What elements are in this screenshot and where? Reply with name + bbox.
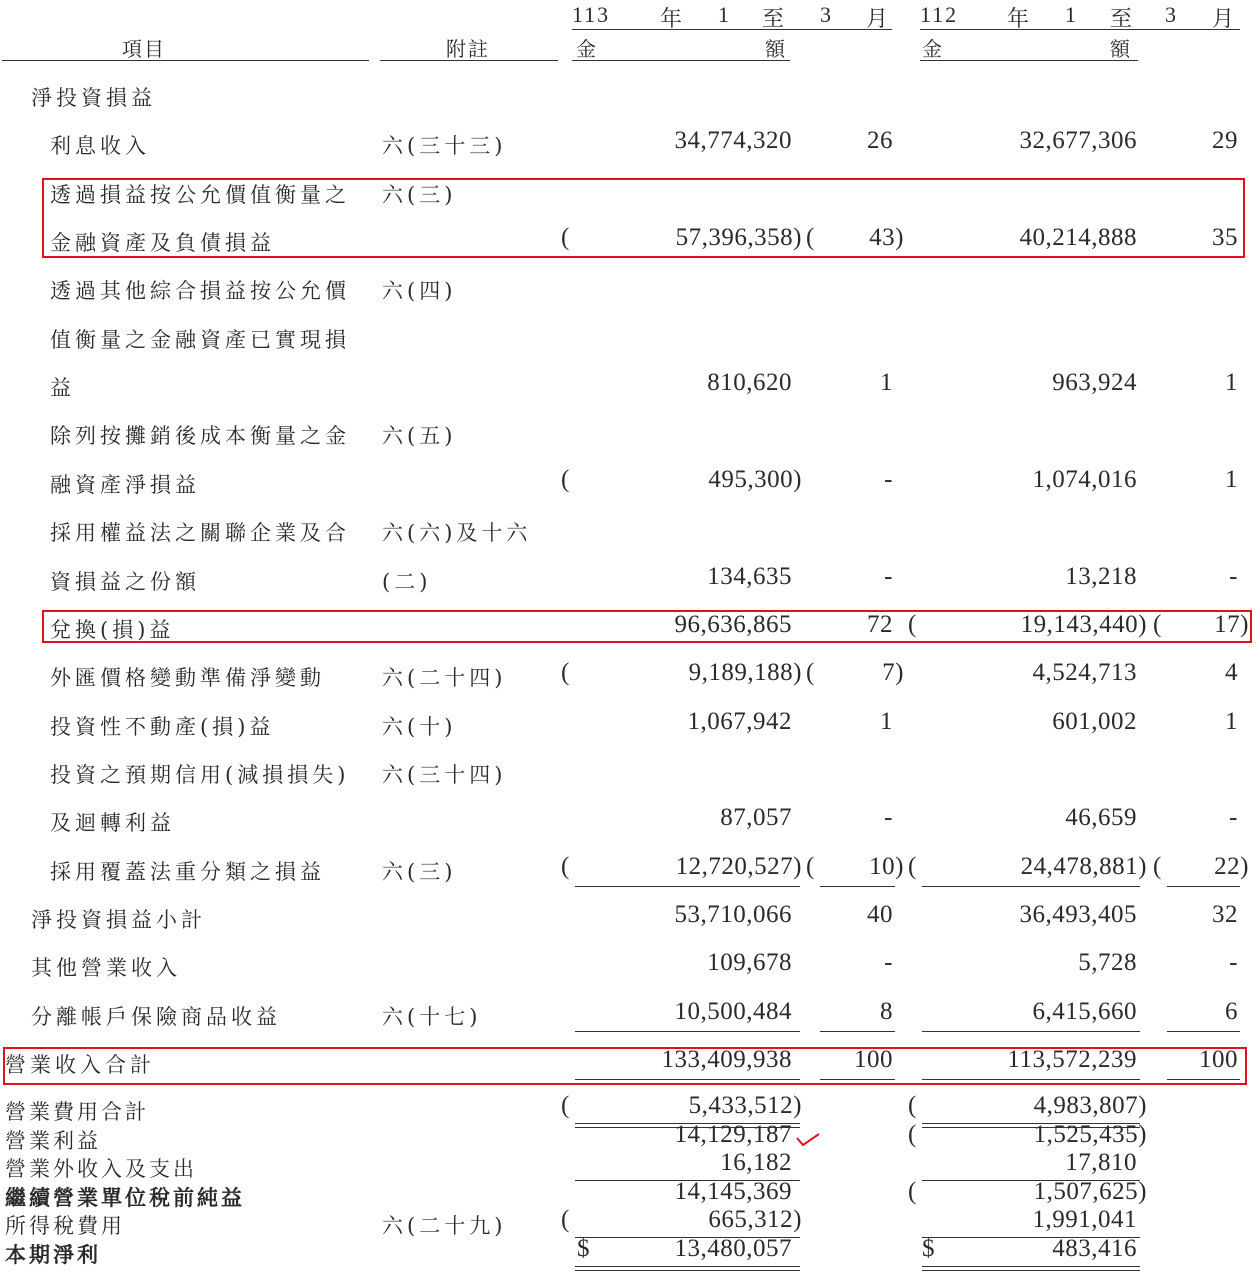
amount-113: 12,720,527) (675, 852, 802, 880)
header-period-part: 1 (1065, 2, 1078, 27)
header-rule (572, 29, 892, 30)
amount-112: 46,659 (1065, 804, 1137, 832)
amount-112: 1,074,016 (1032, 465, 1137, 493)
amount-112: 5,728 (1078, 949, 1137, 977)
header-period-part: 月 (1212, 6, 1237, 31)
percent-113: 1 (880, 707, 893, 735)
header-period-part: 112 (920, 2, 959, 27)
amount-113: 109,678 (707, 949, 792, 977)
row-note: 六(十) (382, 714, 457, 739)
paren-open: ( (1153, 852, 1162, 880)
header-amount-1a: 金 (576, 37, 598, 61)
paren-open: ( (908, 610, 917, 638)
paren-open: ( (908, 852, 917, 880)
summary-label: 營業費用合計 (5, 1100, 149, 1124)
double-underline (575, 1266, 800, 1271)
paren-open: ( (561, 224, 570, 252)
percent-112: 100 (1199, 1046, 1238, 1073)
summary-note: 六(二十九) (382, 1214, 507, 1239)
amount-113: 10,500,484 (674, 997, 792, 1025)
header-period-part: 3 (1165, 2, 1178, 27)
amount-113: 57,396,358) (675, 224, 802, 252)
amount-112: 4,524,713 (1032, 659, 1137, 687)
header-period-part: 3 (820, 2, 833, 27)
percent-112: - (1229, 949, 1238, 977)
amount-113: 495,300) (708, 465, 802, 493)
row-label: 益 (50, 376, 75, 401)
percent-113: 100 (854, 1046, 893, 1073)
header-period-part: 月 (866, 6, 891, 31)
single-underline (1167, 886, 1240, 887)
percent-112: 1 (1225, 465, 1238, 493)
row-label: 融資產淨損益 (50, 472, 200, 497)
percent-113: - (884, 949, 893, 977)
row-label: 透過損益按公允價值衡量之 (50, 182, 350, 207)
percent-113: - (884, 465, 893, 493)
percent-113: 26 (867, 127, 893, 155)
header-period-part: 至 (1110, 6, 1135, 31)
row-label: 淨投資損益小計 (31, 907, 206, 932)
highlight-box-revenue-total (3, 1047, 1247, 1085)
summary-label: 所得稅費用 (5, 1214, 125, 1239)
row-label: 外匯價格變動準備淨變動 (50, 666, 325, 691)
row-note: 六(三) (382, 182, 457, 207)
percent-113: - (884, 562, 893, 590)
amount-113: 14,129,187 (674, 1120, 792, 1148)
percent-112: - (1229, 804, 1238, 832)
row-label: 分離帳戶保險商品收益 (31, 1004, 281, 1029)
row-note: (二) (382, 569, 432, 594)
currency-symbol: $ (922, 1235, 935, 1262)
amount-113: 134,635 (707, 562, 792, 590)
paren-open: ( (806, 852, 815, 880)
row-label: 營業收入合計 (5, 1053, 155, 1077)
header-period-part: 年 (1007, 6, 1032, 31)
highlight-box-fx (42, 610, 1252, 643)
highlight-box-fvtpl (42, 178, 1245, 258)
percent-113: 8 (880, 997, 893, 1025)
header-period-part: 1 (718, 2, 731, 27)
percent-113: 40 (867, 900, 893, 928)
amount-112: 24,478,881) (1020, 852, 1147, 880)
percent-112: 1 (1225, 369, 1238, 397)
row-note: 六(三) (382, 859, 457, 884)
amount-113: 14,145,369 (674, 1177, 792, 1205)
single-underline (820, 886, 895, 887)
percent-112: 4 (1225, 659, 1238, 687)
amount-113: 9,189,188) (688, 659, 802, 687)
header-item: 項目 (122, 37, 166, 61)
double-underline (922, 1266, 1140, 1271)
percent-112: 1 (1225, 707, 1238, 735)
percent-112: 6 (1225, 997, 1238, 1025)
amount-113: 665,312) (708, 1206, 802, 1234)
percent-112: 32 (1212, 900, 1238, 928)
paren-open: ( (806, 659, 815, 687)
currency-symbol: $ (577, 1235, 590, 1262)
amount-112: 19,143,440) (1020, 610, 1147, 638)
row-label: 其他營業收入 (31, 956, 181, 981)
row-label: 資損益之份額 (50, 569, 200, 594)
header-amount-2b: 額 (1110, 37, 1132, 61)
row-label: 採用覆蓋法重分類之損益 (50, 859, 325, 884)
header-amount-2a: 金 (922, 37, 944, 61)
row-note: 六(四) (382, 279, 457, 304)
single-underline (575, 1031, 800, 1032)
amount-112: 17,810 (1065, 1149, 1137, 1177)
amount-112: 36,493,405 (1019, 900, 1137, 928)
header-rule (572, 60, 790, 61)
paren-open: ( (908, 1092, 917, 1119)
single-underline (1167, 1031, 1240, 1032)
percent-113: 43) (869, 224, 904, 252)
amount-112: 963,924 (1052, 369, 1137, 397)
amount-112: 6,415,660 (1032, 997, 1137, 1025)
row-note: 六(三十三) (382, 134, 507, 159)
amount-112: 483,416 (1052, 1235, 1137, 1262)
amount-112: 13,218 (1065, 562, 1137, 590)
amount-113: 16,182 (720, 1149, 792, 1177)
row-label: 投資性不動產(損)益 (50, 714, 275, 739)
percent-112: 29 (1212, 127, 1238, 155)
amount-113: 87,057 (720, 804, 792, 832)
summary-label: 本期淨利 (5, 1242, 101, 1267)
percent-112: - (1229, 562, 1238, 590)
row-note: 六(五) (382, 424, 457, 449)
amount-112: 1,507,625) (1033, 1177, 1147, 1205)
amount-113: 53,710,066 (674, 900, 792, 928)
row-note: 六(二十四) (382, 666, 507, 691)
paren-open: ( (561, 852, 570, 880)
amount-113: 96,636,865 (674, 610, 792, 638)
amount-112: 601,002 (1052, 707, 1137, 735)
amount-113: 34,774,320 (674, 127, 792, 155)
row-note: 六(六)及十六 (382, 521, 532, 546)
header-amount-1b: 額 (765, 37, 787, 61)
paren-open: ( (806, 224, 815, 252)
amount-112: 4,983,807) (1033, 1092, 1147, 1119)
percent-113: 72 (867, 610, 893, 638)
amount-112: 113,572,239 (1007, 1046, 1137, 1073)
row-label: 利息收入 (50, 134, 150, 159)
header-rule (2, 60, 369, 61)
row-label: 兌換(損)益 (50, 617, 175, 642)
amount-112: 40,214,888 (1019, 224, 1137, 252)
row-label: 採用權益法之關聯企業及合 (50, 521, 350, 546)
paren-open: ( (561, 1206, 570, 1234)
paren-open: ( (908, 1177, 917, 1205)
single-underline (922, 1031, 1140, 1032)
amount-113: 133,409,938 (661, 1046, 792, 1073)
row-label: 透過其他綜合損益按公允價 (50, 279, 350, 304)
header-period-part: 年 (660, 6, 685, 31)
row-label: 除列按攤銷後成本衡量之金 (50, 424, 350, 449)
percent-113: - (884, 804, 893, 832)
paren-open: ( (561, 465, 570, 493)
paren-open: ( (561, 659, 570, 687)
amount-113: 810,620 (707, 369, 792, 397)
row-label: 淨投資損益 (31, 86, 156, 110)
amount-112: 1,991,041 (1032, 1206, 1137, 1234)
paren-open: ( (908, 1120, 917, 1148)
percent-112: 17) (1214, 610, 1249, 638)
row-label: 金融資產及負債損益 (50, 231, 275, 256)
single-underline (575, 886, 800, 887)
paren-open: ( (1153, 610, 1162, 638)
header-period-part: 至 (762, 6, 787, 31)
row-label: 值衡量之金融資產已實現損 (50, 327, 350, 352)
header-rule (920, 60, 1138, 61)
amount-113: 5,433,512) (688, 1092, 802, 1119)
red-checkmark-icon (795, 1132, 821, 1148)
row-note: 六(十七) (382, 1004, 482, 1029)
amount-112: 32,677,306 (1019, 127, 1137, 155)
header-rule (380, 60, 558, 61)
amount-113: 13,480,057 (674, 1235, 792, 1262)
percent-113: 10) (869, 852, 904, 880)
amount-113: 1,067,942 (687, 707, 792, 735)
percent-113: 7) (882, 659, 904, 687)
header-note: 附註 (446, 37, 490, 61)
single-underline (820, 1031, 895, 1032)
percent-112: 22) (1214, 852, 1249, 880)
summary-label: 繼續營業單位稅前純益 (5, 1184, 245, 1210)
row-label: 及迴轉利益 (50, 811, 175, 836)
header-period-part: 113 (572, 2, 611, 27)
row-note: 六(三十四) (382, 762, 507, 787)
summary-label: 營業外收入及支出 (5, 1157, 197, 1182)
percent-113: 1 (880, 369, 893, 397)
header-rule (920, 29, 1240, 30)
paren-open: ( (561, 1092, 570, 1119)
row-label: 投資之預期信用(減損損失) (50, 762, 350, 787)
single-underline (922, 886, 1140, 887)
amount-112: 1,525,435) (1033, 1120, 1147, 1148)
summary-label: 營業利益 (5, 1128, 101, 1153)
percent-112: 35 (1212, 224, 1238, 252)
